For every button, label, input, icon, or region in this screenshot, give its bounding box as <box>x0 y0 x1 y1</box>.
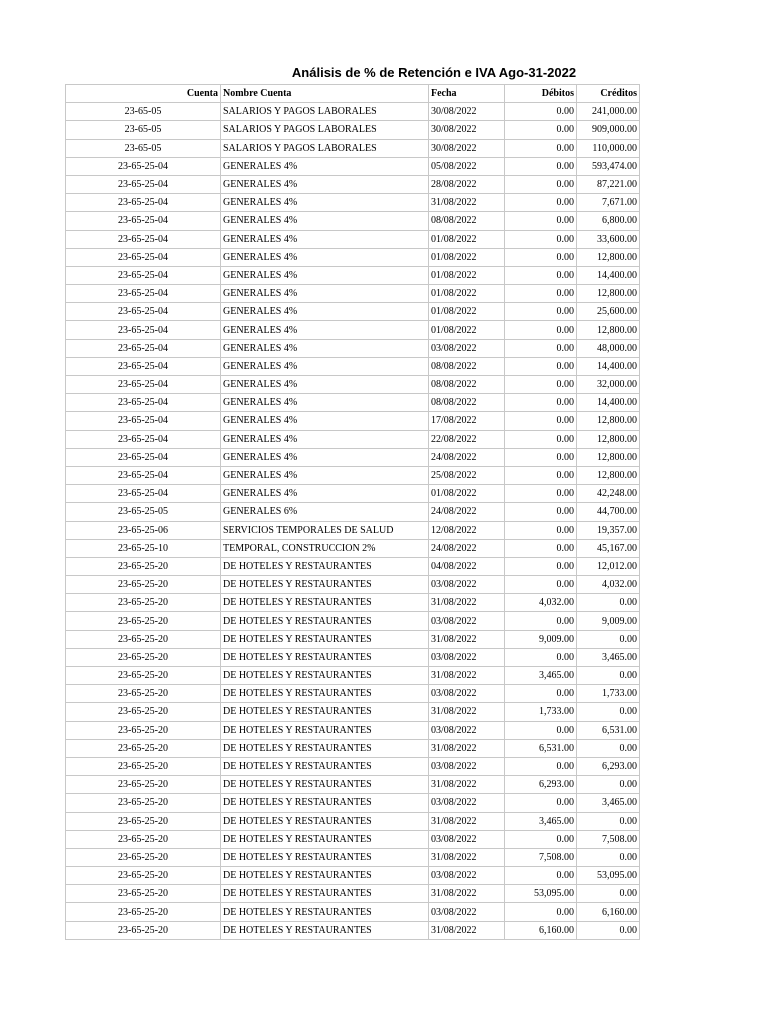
cell-fecha: 31/08/2022 <box>429 703 505 721</box>
cell-cuenta: 23-65-25-20 <box>66 921 221 939</box>
cell-nombre-cuenta: DE HOTELES Y RESTAURANTES <box>221 848 429 866</box>
cell-debitos: 0.00 <box>505 194 577 212</box>
cell-creditos: 53,095.00 <box>577 867 640 885</box>
cell-cuenta: 23-65-25-06 <box>66 521 221 539</box>
cell-cuenta: 23-65-25-04 <box>66 376 221 394</box>
cell-nombre-cuenta: GENERALES 4% <box>221 321 429 339</box>
cell-cuenta: 23-65-25-20 <box>66 576 221 594</box>
cell-debitos: 0.00 <box>505 103 577 121</box>
cell-creditos: 0.00 <box>577 812 640 830</box>
cell-creditos: 0.00 <box>577 848 640 866</box>
table-row <box>66 885 640 903</box>
table-row <box>66 776 640 794</box>
cell-debitos: 7,508.00 <box>505 848 577 866</box>
table-row <box>66 576 640 594</box>
cell-nombre-cuenta: DE HOTELES Y RESTAURANTES <box>221 739 429 757</box>
table-row <box>66 230 640 248</box>
cell-creditos: 12,800.00 <box>577 321 640 339</box>
cell-debitos: 0.00 <box>505 830 577 848</box>
table-row <box>66 721 640 739</box>
cell-cuenta: 23-65-25-20 <box>66 721 221 739</box>
cell-nombre-cuenta: GENERALES 4% <box>221 339 429 357</box>
cell-creditos: 909,000.00 <box>577 121 640 139</box>
cell-fecha: 28/08/2022 <box>429 175 505 193</box>
cell-creditos: 12,800.00 <box>577 448 640 466</box>
cell-debitos: 6,293.00 <box>505 776 577 794</box>
cell-fecha: 01/08/2022 <box>429 266 505 284</box>
cell-fecha: 01/08/2022 <box>429 303 505 321</box>
table-row <box>66 303 640 321</box>
cell-debitos: 0.00 <box>505 230 577 248</box>
cell-debitos: 0.00 <box>505 175 577 193</box>
cell-creditos: 593,474.00 <box>577 157 640 175</box>
cell-creditos: 12,800.00 <box>577 466 640 484</box>
cell-fecha: 08/08/2022 <box>429 212 505 230</box>
table-row <box>66 521 640 539</box>
cell-creditos: 9,009.00 <box>577 612 640 630</box>
cell-fecha: 03/08/2022 <box>429 576 505 594</box>
cell-fecha: 25/08/2022 <box>429 466 505 484</box>
cell-creditos: 6,531.00 <box>577 721 640 739</box>
cell-fecha: 31/08/2022 <box>429 594 505 612</box>
cell-nombre-cuenta: SERVICIOS TEMPORALES DE SALUD <box>221 521 429 539</box>
cell-cuenta: 23-65-25-04 <box>66 357 221 375</box>
cell-fecha: 03/08/2022 <box>429 867 505 885</box>
cell-creditos: 4,032.00 <box>577 576 640 594</box>
cell-nombre-cuenta: DE HOTELES Y RESTAURANTES <box>221 903 429 921</box>
cell-creditos: 45,167.00 <box>577 539 640 557</box>
cell-creditos: 6,800.00 <box>577 212 640 230</box>
cell-nombre-cuenta: DE HOTELES Y RESTAURANTES <box>221 867 429 885</box>
cell-nombre-cuenta: DE HOTELES Y RESTAURANTES <box>221 885 429 903</box>
table-row <box>66 103 640 121</box>
cell-debitos: 0.00 <box>505 412 577 430</box>
cell-nombre-cuenta: DE HOTELES Y RESTAURANTES <box>221 576 429 594</box>
cell-nombre-cuenta: GENERALES 4% <box>221 194 429 212</box>
table-row <box>66 921 640 939</box>
table-row <box>66 685 640 703</box>
cell-fecha: 03/08/2022 <box>429 757 505 775</box>
table-row <box>66 794 640 812</box>
cell-creditos: 12,800.00 <box>577 285 640 303</box>
cell-nombre-cuenta: GENERALES 4% <box>221 376 429 394</box>
table-row <box>66 412 640 430</box>
table-row <box>66 248 640 266</box>
cell-cuenta: 23-65-05 <box>66 139 221 157</box>
cell-cuenta: 23-65-25-20 <box>66 812 221 830</box>
cell-fecha: 03/08/2022 <box>429 339 505 357</box>
cell-nombre-cuenta: DE HOTELES Y RESTAURANTES <box>221 921 429 939</box>
cell-nombre-cuenta: DE HOTELES Y RESTAURANTES <box>221 830 429 848</box>
cell-cuenta: 23-65-25-04 <box>66 412 221 430</box>
cell-debitos: 0.00 <box>505 867 577 885</box>
column-header-nombre-cuenta: Nombre Cuenta <box>221 85 429 103</box>
cell-creditos: 0.00 <box>577 667 640 685</box>
cell-fecha: 24/08/2022 <box>429 539 505 557</box>
cell-debitos: 0.00 <box>505 557 577 575</box>
cell-cuenta: 23-65-25-04 <box>66 448 221 466</box>
column-header-cuenta: Cuenta <box>66 85 221 103</box>
cell-creditos: 14,400.00 <box>577 357 640 375</box>
cell-creditos: 12,800.00 <box>577 412 640 430</box>
cell-fecha: 31/08/2022 <box>429 921 505 939</box>
cell-fecha: 31/08/2022 <box>429 739 505 757</box>
cell-nombre-cuenta: GENERALES 4% <box>221 266 429 284</box>
cell-cuenta: 23-65-25-04 <box>66 285 221 303</box>
cell-fecha: 01/08/2022 <box>429 485 505 503</box>
cell-creditos: 3,465.00 <box>577 648 640 666</box>
cell-debitos: 3,465.00 <box>505 667 577 685</box>
cell-debitos: 0.00 <box>505 576 577 594</box>
table-row <box>66 830 640 848</box>
table-row <box>66 848 640 866</box>
cell-creditos: 0.00 <box>577 921 640 939</box>
table-row <box>66 448 640 466</box>
cell-cuenta: 23-65-25-10 <box>66 539 221 557</box>
cell-debitos: 0.00 <box>505 303 577 321</box>
cell-debitos: 0.00 <box>505 394 577 412</box>
cell-cuenta: 23-65-05 <box>66 121 221 139</box>
cell-cuenta: 23-65-25-04 <box>66 248 221 266</box>
table-row <box>66 867 640 885</box>
cell-debitos: 0.00 <box>505 212 577 230</box>
page-title: Análisis de % de Retención e IVA Ago-31-2022 <box>291 65 577 80</box>
cell-fecha: 30/08/2022 <box>429 139 505 157</box>
cell-creditos: 0.00 <box>577 885 640 903</box>
cell-debitos: 0.00 <box>505 248 577 266</box>
cell-nombre-cuenta: GENERALES 4% <box>221 430 429 448</box>
cell-fecha: 01/08/2022 <box>429 321 505 339</box>
cell-nombre-cuenta: GENERALES 4% <box>221 394 429 412</box>
cell-fecha: 22/08/2022 <box>429 430 505 448</box>
cell-creditos: 7,508.00 <box>577 830 640 848</box>
cell-debitos: 0.00 <box>505 903 577 921</box>
table-row <box>66 357 640 375</box>
cell-nombre-cuenta: GENERALES 4% <box>221 212 429 230</box>
cell-creditos: 42,248.00 <box>577 485 640 503</box>
cell-creditos: 44,700.00 <box>577 503 640 521</box>
cell-debitos: 4,032.00 <box>505 594 577 612</box>
cell-cuenta: 23-65-25-20 <box>66 848 221 866</box>
cell-fecha: 31/08/2022 <box>429 848 505 866</box>
cell-fecha: 30/08/2022 <box>429 121 505 139</box>
retention-table <box>65 84 640 940</box>
cell-fecha: 01/08/2022 <box>429 248 505 266</box>
cell-fecha: 08/08/2022 <box>429 376 505 394</box>
cell-nombre-cuenta: TEMPORAL, CONSTRUCCION 2% <box>221 539 429 557</box>
cell-cuenta: 23-65-25-05 <box>66 503 221 521</box>
cell-creditos: 19,357.00 <box>577 521 640 539</box>
cell-debitos: 0.00 <box>505 157 577 175</box>
table-body <box>66 103 640 940</box>
cell-nombre-cuenta: GENERALES 4% <box>221 357 429 375</box>
cell-fecha: 24/08/2022 <box>429 448 505 466</box>
cell-nombre-cuenta: SALARIOS Y PAGOS LABORALES <box>221 121 429 139</box>
table-row <box>66 194 640 212</box>
cell-creditos: 0.00 <box>577 703 640 721</box>
cell-debitos: 0.00 <box>505 285 577 303</box>
cell-cuenta: 23-65-25-04 <box>66 230 221 248</box>
cell-creditos: 12,800.00 <box>577 430 640 448</box>
cell-creditos: 7,671.00 <box>577 194 640 212</box>
cell-fecha: 01/08/2022 <box>429 230 505 248</box>
cell-debitos: 6,160.00 <box>505 921 577 939</box>
cell-nombre-cuenta: DE HOTELES Y RESTAURANTES <box>221 812 429 830</box>
table-row <box>66 757 640 775</box>
cell-fecha: 03/08/2022 <box>429 612 505 630</box>
cell-nombre-cuenta: DE HOTELES Y RESTAURANTES <box>221 721 429 739</box>
cell-debitos: 3,465.00 <box>505 812 577 830</box>
cell-creditos: 33,600.00 <box>577 230 640 248</box>
cell-cuenta: 23-65-25-04 <box>66 266 221 284</box>
table-row <box>66 430 640 448</box>
cell-debitos: 0.00 <box>505 321 577 339</box>
cell-creditos: 110,000.00 <box>577 139 640 157</box>
cell-nombre-cuenta: DE HOTELES Y RESTAURANTES <box>221 757 429 775</box>
cell-cuenta: 23-65-25-20 <box>66 703 221 721</box>
cell-cuenta: 23-65-25-04 <box>66 466 221 484</box>
cell-nombre-cuenta: GENERALES 4% <box>221 448 429 466</box>
cell-creditos: 14,400.00 <box>577 266 640 284</box>
cell-cuenta: 23-65-25-20 <box>66 557 221 575</box>
cell-fecha: 03/08/2022 <box>429 903 505 921</box>
cell-creditos: 48,000.00 <box>577 339 640 357</box>
cell-fecha: 03/08/2022 <box>429 721 505 739</box>
cell-debitos: 1,733.00 <box>505 703 577 721</box>
cell-cuenta: 23-65-25-20 <box>66 630 221 648</box>
table-row <box>66 594 640 612</box>
cell-fecha: 31/08/2022 <box>429 667 505 685</box>
cell-fecha: 08/08/2022 <box>429 357 505 375</box>
table-row <box>66 139 640 157</box>
cell-debitos: 0.00 <box>505 266 577 284</box>
cell-fecha: 03/08/2022 <box>429 830 505 848</box>
cell-cuenta: 23-65-25-04 <box>66 394 221 412</box>
cell-fecha: 08/08/2022 <box>429 394 505 412</box>
cell-cuenta: 23-65-25-04 <box>66 194 221 212</box>
table-row <box>66 739 640 757</box>
cell-fecha: 31/08/2022 <box>429 630 505 648</box>
cell-nombre-cuenta: DE HOTELES Y RESTAURANTES <box>221 685 429 703</box>
cell-cuenta: 23-65-05 <box>66 103 221 121</box>
cell-cuenta: 23-65-25-04 <box>66 157 221 175</box>
cell-debitos: 0.00 <box>505 376 577 394</box>
cell-debitos: 6,531.00 <box>505 739 577 757</box>
cell-cuenta: 23-65-25-20 <box>66 885 221 903</box>
table-row <box>66 648 640 666</box>
cell-cuenta: 23-65-25-04 <box>66 485 221 503</box>
cell-nombre-cuenta: DE HOTELES Y RESTAURANTES <box>221 776 429 794</box>
cell-debitos: 0.00 <box>505 485 577 503</box>
cell-debitos: 0.00 <box>505 357 577 375</box>
cell-debitos: 0.00 <box>505 430 577 448</box>
cell-debitos: 53,095.00 <box>505 885 577 903</box>
cell-creditos: 87,221.00 <box>577 175 640 193</box>
table-row <box>66 285 640 303</box>
cell-creditos: 0.00 <box>577 594 640 612</box>
cell-cuenta: 23-65-25-20 <box>66 757 221 775</box>
table-row <box>66 394 640 412</box>
cell-cuenta: 23-65-25-20 <box>66 648 221 666</box>
cell-fecha: 05/08/2022 <box>429 157 505 175</box>
table-row <box>66 466 640 484</box>
table-row <box>66 630 640 648</box>
cell-nombre-cuenta: DE HOTELES Y RESTAURANTES <box>221 703 429 721</box>
cell-debitos: 0.00 <box>505 448 577 466</box>
cell-cuenta: 23-65-25-04 <box>66 212 221 230</box>
cell-nombre-cuenta: GENERALES 4% <box>221 230 429 248</box>
cell-cuenta: 23-65-25-04 <box>66 175 221 193</box>
cell-debitos: 0.00 <box>505 466 577 484</box>
cell-cuenta: 23-65-25-20 <box>66 667 221 685</box>
table-row <box>66 903 640 921</box>
cell-debitos: 0.00 <box>505 139 577 157</box>
table-row <box>66 503 640 521</box>
cell-fecha: 03/08/2022 <box>429 794 505 812</box>
table-row <box>66 321 640 339</box>
cell-nombre-cuenta: DE HOTELES Y RESTAURANTES <box>221 648 429 666</box>
cell-nombre-cuenta: DE HOTELES Y RESTAURANTES <box>221 794 429 812</box>
cell-cuenta: 23-65-25-20 <box>66 776 221 794</box>
cell-debitos: 0.00 <box>505 648 577 666</box>
cell-nombre-cuenta: GENERALES 6% <box>221 503 429 521</box>
cell-fecha: 04/08/2022 <box>429 557 505 575</box>
cell-cuenta: 23-65-25-20 <box>66 739 221 757</box>
cell-creditos: 0.00 <box>577 776 640 794</box>
cell-nombre-cuenta: GENERALES 4% <box>221 175 429 193</box>
cell-cuenta: 23-65-25-20 <box>66 830 221 848</box>
table-row <box>66 212 640 230</box>
column-header-debitos: Débitos <box>505 85 577 103</box>
column-header-fecha: Fecha <box>429 85 505 103</box>
cell-cuenta: 23-65-25-04 <box>66 321 221 339</box>
cell-fecha: 03/08/2022 <box>429 685 505 703</box>
cell-cuenta: 23-65-25-20 <box>66 867 221 885</box>
cell-debitos: 9,009.00 <box>505 630 577 648</box>
cell-fecha: 30/08/2022 <box>429 103 505 121</box>
cell-fecha: 31/08/2022 <box>429 194 505 212</box>
cell-creditos: 12,012.00 <box>577 557 640 575</box>
cell-cuenta: 23-65-25-20 <box>66 612 221 630</box>
cell-cuenta: 23-65-25-20 <box>66 903 221 921</box>
table-row <box>66 703 640 721</box>
cell-fecha: 12/08/2022 <box>429 521 505 539</box>
table-header-row <box>66 85 640 103</box>
cell-cuenta: 23-65-25-20 <box>66 594 221 612</box>
cell-nombre-cuenta: GENERALES 4% <box>221 303 429 321</box>
table-row <box>66 812 640 830</box>
cell-cuenta: 23-65-25-20 <box>66 794 221 812</box>
table-row <box>66 175 640 193</box>
table-row <box>66 667 640 685</box>
cell-creditos: 241,000.00 <box>577 103 640 121</box>
cell-debitos: 0.00 <box>505 612 577 630</box>
cell-fecha: 03/08/2022 <box>429 648 505 666</box>
cell-creditos: 14,400.00 <box>577 394 640 412</box>
cell-nombre-cuenta: GENERALES 4% <box>221 466 429 484</box>
cell-fecha: 31/08/2022 <box>429 812 505 830</box>
cell-debitos: 0.00 <box>505 794 577 812</box>
cell-cuenta: 23-65-25-04 <box>66 303 221 321</box>
cell-debitos: 0.00 <box>505 503 577 521</box>
cell-nombre-cuenta: DE HOTELES Y RESTAURANTES <box>221 612 429 630</box>
cell-cuenta: 23-65-25-04 <box>66 339 221 357</box>
cell-creditos: 1,733.00 <box>577 685 640 703</box>
cell-debitos: 0.00 <box>505 757 577 775</box>
table-row <box>66 612 640 630</box>
column-header-creditos: Créditos <box>577 85 640 103</box>
table-row <box>66 539 640 557</box>
cell-nombre-cuenta: GENERALES 4% <box>221 285 429 303</box>
cell-fecha: 17/08/2022 <box>429 412 505 430</box>
cell-nombre-cuenta: DE HOTELES Y RESTAURANTES <box>221 594 429 612</box>
cell-nombre-cuenta: SALARIOS Y PAGOS LABORALES <box>221 103 429 121</box>
cell-nombre-cuenta: SALARIOS Y PAGOS LABORALES <box>221 139 429 157</box>
cell-nombre-cuenta: DE HOTELES Y RESTAURANTES <box>221 630 429 648</box>
cell-creditos: 0.00 <box>577 630 640 648</box>
table-row <box>66 339 640 357</box>
cell-cuenta: 23-65-25-04 <box>66 430 221 448</box>
cell-nombre-cuenta: GENERALES 4% <box>221 157 429 175</box>
cell-debitos: 0.00 <box>505 539 577 557</box>
cell-creditos: 3,465.00 <box>577 794 640 812</box>
cell-nombre-cuenta: GENERALES 4% <box>221 485 429 503</box>
cell-nombre-cuenta: GENERALES 4% <box>221 248 429 266</box>
cell-nombre-cuenta: DE HOTELES Y RESTAURANTES <box>221 667 429 685</box>
cell-fecha: 31/08/2022 <box>429 776 505 794</box>
cell-nombre-cuenta: DE HOTELES Y RESTAURANTES <box>221 557 429 575</box>
cell-creditos: 6,160.00 <box>577 903 640 921</box>
cell-creditos: 6,293.00 <box>577 757 640 775</box>
table-row <box>66 376 640 394</box>
cell-debitos: 0.00 <box>505 521 577 539</box>
table-row <box>66 157 640 175</box>
cell-nombre-cuenta: GENERALES 4% <box>221 412 429 430</box>
table-row <box>66 485 640 503</box>
cell-creditos: 32,000.00 <box>577 376 640 394</box>
cell-debitos: 0.00 <box>505 121 577 139</box>
table-row <box>66 557 640 575</box>
table-row <box>66 121 640 139</box>
cell-creditos: 0.00 <box>577 739 640 757</box>
cell-debitos: 0.00 <box>505 685 577 703</box>
cell-debitos: 0.00 <box>505 721 577 739</box>
cell-cuenta: 23-65-25-20 <box>66 685 221 703</box>
cell-creditos: 25,600.00 <box>577 303 640 321</box>
cell-fecha: 31/08/2022 <box>429 885 505 903</box>
cell-fecha: 01/08/2022 <box>429 285 505 303</box>
cell-creditos: 12,800.00 <box>577 248 640 266</box>
table-row <box>66 266 640 284</box>
cell-fecha: 24/08/2022 <box>429 503 505 521</box>
cell-debitos: 0.00 <box>505 339 577 357</box>
